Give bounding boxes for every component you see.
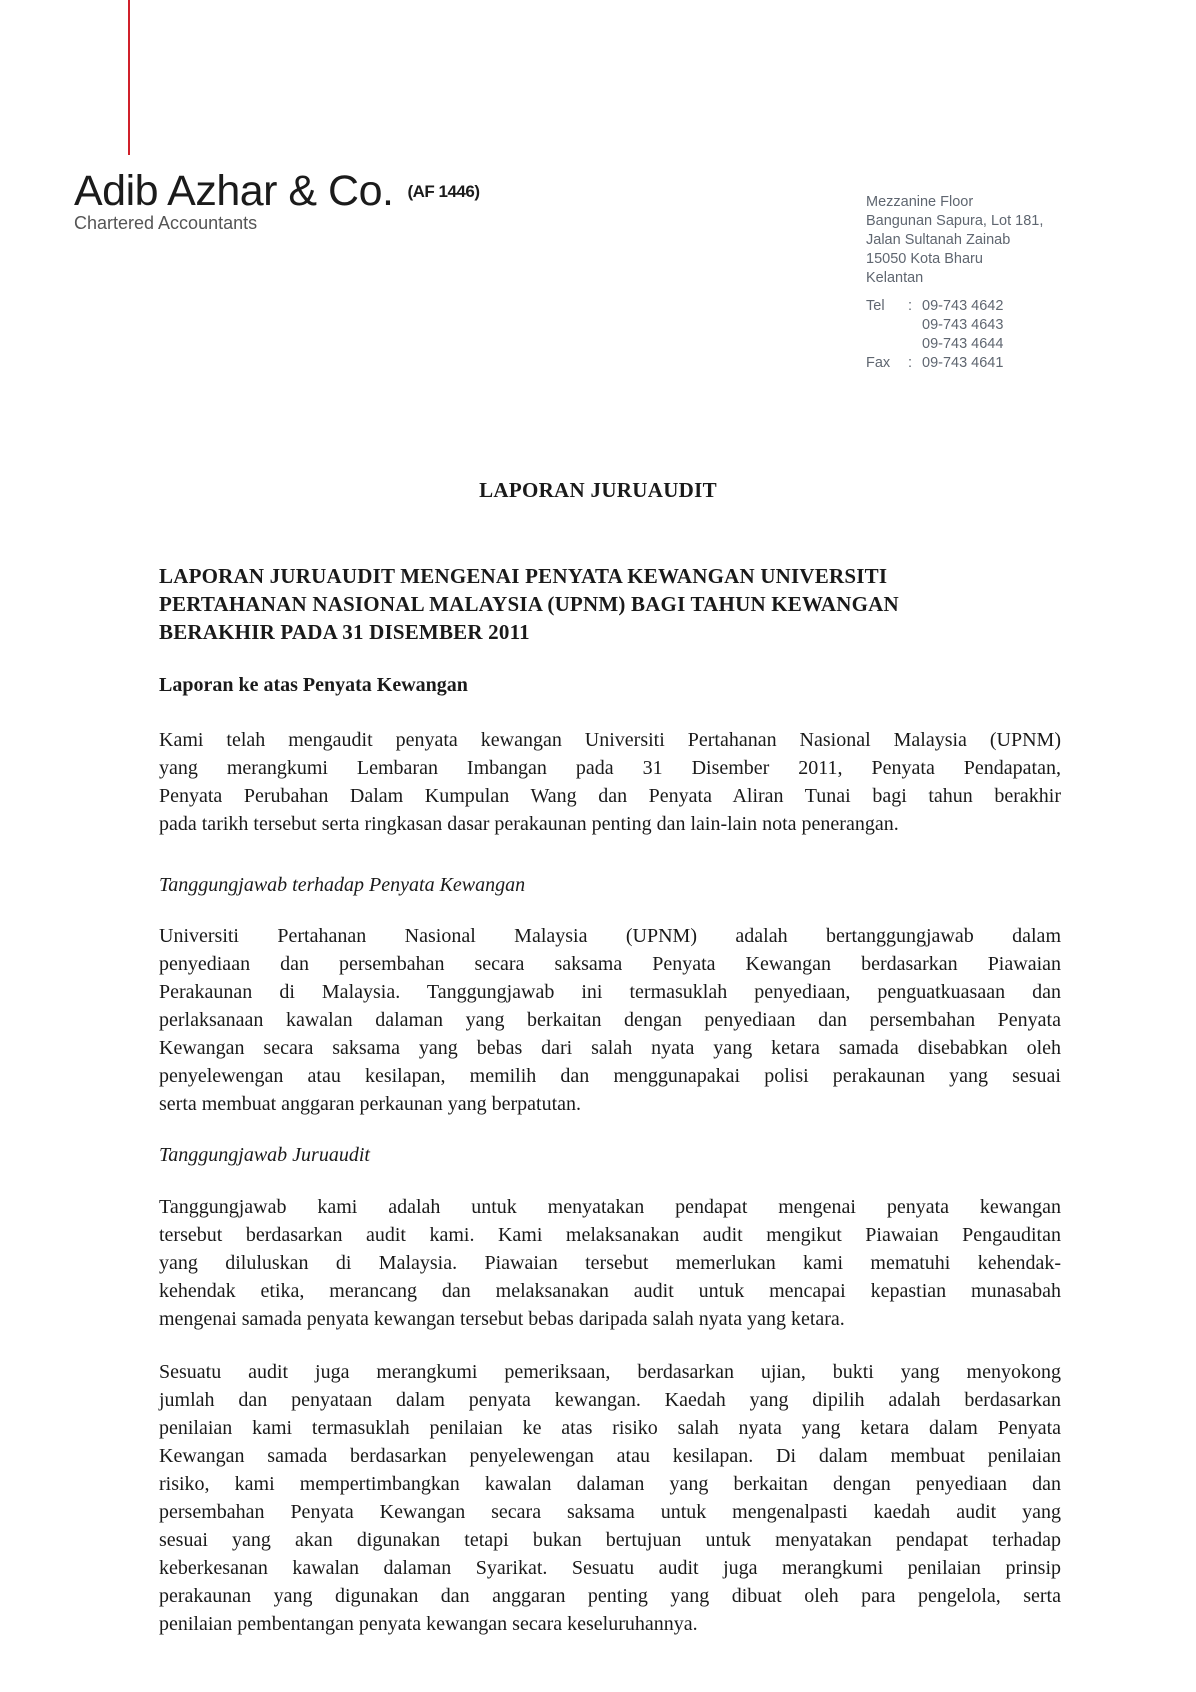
address-line: 15050 Kota Bharu xyxy=(866,251,983,267)
text-line: Kami telah mengaudit penyata kewangan Universiti Pertahanan Nasional Malaysia (UPNM) xyxy=(159,729,1061,751)
report-heading xyxy=(159,562,1039,646)
heading-line: LAPORAN JURUAUDIT MENGENAI PENYATA KEWANGAN UNIVERSITI xyxy=(159,564,888,588)
contact-value: 09-743 4642 xyxy=(922,298,1004,314)
text-line: risiko, kami mempertimbangkan kawalan dalaman yang berkaitan dengan penyediaan dan xyxy=(159,1473,1061,1495)
margin-red-line xyxy=(128,0,130,155)
text-line: penyelewengan atau kesilapan, memilih dan menggunapakai polisi perakaunan yang sesuai xyxy=(159,1065,1061,1087)
text-line: keberkesanan kawalan dalaman Syarikat. Sesuatu audit juga merangkumi penilaian prinsip xyxy=(159,1557,1061,1579)
paragraph-audit-scope xyxy=(159,1358,1061,1638)
contact-label: Fax xyxy=(866,355,891,371)
text-line: penilaian kami termasuklah penilaian ke atas risiko salah nyata yang ketara dalam Penyata xyxy=(159,1417,1061,1439)
address-line: Kelantan xyxy=(866,270,924,286)
contact-sep xyxy=(908,316,922,335)
text-line: yang diluluskan di Malaysia. Piawaian tersebut memerlukan kami mematuhi kehendak- xyxy=(159,1252,1061,1274)
contact-row xyxy=(866,316,1043,335)
heading-line: PERTAHANAN NASIONAL MALAYSIA (UPNM) BAGI TAHUN KEWANGAN xyxy=(159,592,899,616)
contact-label: Tel xyxy=(866,298,885,314)
text-line: Penyata Perubahan Dalam Kumpulan Wang dan Penyata Aliran Tunai bagi tahun berakhir xyxy=(159,785,1061,807)
paragraph-intro xyxy=(159,726,1061,838)
text-line: Perakaunan di Malaysia. Tanggungjawab ini termasuklah penyediaan, penguatkuasaan dan xyxy=(159,981,1061,1003)
contact-row xyxy=(866,354,1043,373)
text-line: serta membuat anggaran perkaunan yang berpatutan. xyxy=(159,1093,582,1115)
contact-label xyxy=(866,335,908,354)
text-line: tersebut berdasarkan audit kami. Kami melaksanakan audit mengikut Piawaian Pengauditan xyxy=(159,1224,1061,1246)
contact-sep: : xyxy=(908,355,913,371)
firm-address-block xyxy=(866,193,1043,373)
text-line: perakaunan yang digunakan dan anggaran penting yang dibuat oleh para pengelola, serta xyxy=(159,1585,1061,1607)
contact-sep: : xyxy=(908,298,913,314)
text-line: Kewangan samada berdasarkan penyelewengan atau kesilapan. Di dalam membuat penilaian xyxy=(159,1445,1061,1467)
text-line: mengenai samada penyata kewangan tersebut bebas daripada salah nyata yang ketara. xyxy=(159,1308,845,1330)
text-line: Sesuatu audit juga merangkumi pemeriksaan, berdasarkan ujian, bukti yang menyokong xyxy=(159,1361,1061,1383)
subheading-financial-responsibility: Tanggungjawab terhadap Penyata Kewangan xyxy=(159,874,526,896)
address-line: Mezzanine Floor xyxy=(866,194,974,210)
text-line: penilaian pembentangan penyata kewangan secara keseluruhannya. xyxy=(159,1613,698,1635)
document-title: LAPORAN JURUAUDIT xyxy=(479,478,717,502)
text-line: kehendak etika, merancang dan melaksanakan audit untuk mencapai kepastian munasabah xyxy=(159,1280,1061,1302)
firm-name-line xyxy=(74,168,480,215)
text-line: persembahan Penyata Kewangan secara saksama untuk mengenalpasti kaedah audit yang xyxy=(159,1501,1061,1523)
firm-subtitle: Chartered Accountants xyxy=(74,213,258,233)
contact-value: 09-743 4643 xyxy=(922,317,1004,333)
text-line: sesuai yang akan digunakan tetapi bukan bertujuan untuk menyatakan pendapat terhadap xyxy=(159,1529,1061,1551)
text-line: jumlah dan penyataan dalam penyata kewangan. Kaedah yang dipilih adalah berdasarkan xyxy=(159,1389,1061,1411)
paragraph-auditor xyxy=(159,1193,1061,1333)
paragraph-responsibility xyxy=(159,922,1061,1118)
text-line: pada tarikh tersebut serta ringkasan dasar perakaunan penting dan lain-lain nota penerangan. xyxy=(159,813,899,835)
contact-label xyxy=(866,316,908,335)
section-heading: Laporan ke atas Penyata Kewangan xyxy=(159,674,468,696)
contact-row xyxy=(866,297,1043,316)
contact-value: 09-743 4644 xyxy=(922,336,1004,352)
contact-sep xyxy=(908,335,922,354)
firm-header xyxy=(74,168,480,234)
firm-name: Adib Azhar & Co. xyxy=(74,167,394,215)
subheading-auditor-responsibility: Tanggungjawab Juruaudit xyxy=(159,1144,370,1166)
address-line: Jalan Sultanah Zainab xyxy=(866,232,1011,248)
text-line: Kewangan secara saksama yang bebas dari salah nyata yang ketara samada disebabkan oleh xyxy=(159,1037,1061,1059)
text-line: yang merangkumi Lembaran Imbangan pada 31 Disember 2011, Penyata Pendapatan, xyxy=(159,757,1061,779)
text-line: Tanggungjawab kami adalah untuk menyatakan pendapat mengenai penyata kewangan xyxy=(159,1196,1061,1218)
text-line: Universiti Pertahanan Nasional Malaysia (UPNM) adalah bertanggungjawab dalam xyxy=(159,925,1061,947)
contact-block xyxy=(866,297,1043,373)
text-line: penyediaan dan persembahan secara saksama Penyata Kewangan berdasarkan Piawaian xyxy=(159,953,1061,975)
contact-row xyxy=(866,335,1043,354)
address-line: Bangunan Sapura, Lot 181, xyxy=(866,213,1044,229)
heading-line: BERAKHIR PADA 31 DISEMBER 2011 xyxy=(159,620,530,644)
firm-code: (AF 1446) xyxy=(407,182,480,201)
contact-value: 09-743 4641 xyxy=(922,355,1004,371)
text-line: perlaksanaan kawalan dalaman yang berkaitan dengan penyediaan dan persembahan Penyata xyxy=(159,1009,1061,1031)
